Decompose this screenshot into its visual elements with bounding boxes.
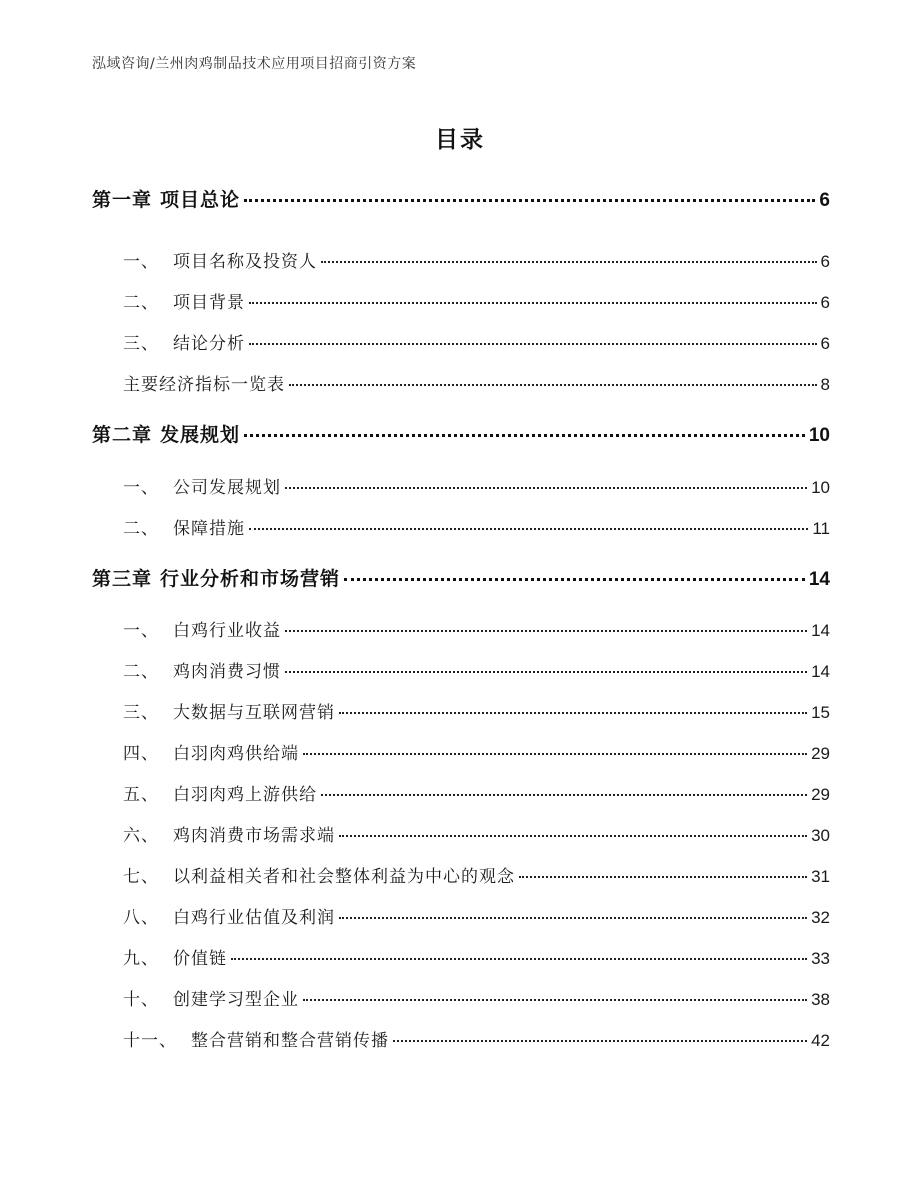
section-number: 六、 [123, 826, 159, 846]
toc-section[interactable] [123, 944, 830, 969]
toc-entry-label [123, 985, 299, 1010]
dot-leader [285, 671, 807, 673]
section-title: 结论分析 [173, 334, 245, 354]
page-number: 31 [811, 867, 830, 886]
section-number: 九、 [123, 949, 159, 969]
dot-leader [303, 999, 807, 1001]
section-number: 十一、 [123, 1031, 177, 1051]
section-number: 四、 [123, 744, 159, 764]
page-number: 10 [808, 425, 830, 446]
toc-section[interactable] [123, 780, 830, 805]
dot-leader [393, 1040, 807, 1042]
toc-section[interactable] [123, 288, 830, 313]
dot-leader [303, 753, 807, 755]
chapter-title: 发展规划 [160, 424, 241, 446]
toc-section[interactable] [123, 657, 830, 682]
toc-section[interactable] [123, 616, 830, 641]
toc-entry-label [123, 473, 281, 498]
dot-leader [339, 917, 807, 919]
toc-section[interactable] [123, 985, 830, 1010]
chapter-number: 第三章 [92, 568, 153, 590]
page-number: 14 [811, 662, 830, 681]
toc-section[interactable] [123, 1026, 830, 1051]
toc-section[interactable] [123, 903, 830, 928]
section-title: 大数据与互联网营销 [173, 703, 335, 723]
toc-chapter-3[interactable] [92, 564, 830, 591]
page-number: 6 [820, 293, 830, 312]
toc-entry-label [123, 903, 335, 928]
dot-leader [344, 578, 805, 581]
chapter-title: 项目总论 [160, 189, 241, 211]
toc-entry-label [123, 739, 299, 764]
toc-section[interactable] [123, 698, 830, 723]
section-number: 十、 [123, 990, 159, 1010]
dot-leader [249, 302, 817, 304]
section-number: 二、 [123, 293, 159, 313]
section-title: 鸡肉消费市场需求端 [173, 826, 335, 846]
section-number: 七、 [123, 867, 159, 887]
section-title: 白羽肉鸡供给端 [173, 744, 299, 764]
section-title: 项目背景 [173, 293, 245, 313]
page-number: 6 [820, 252, 830, 271]
toc-entry-label [92, 564, 340, 591]
toc-section[interactable] [123, 473, 830, 498]
toc-entry-label [92, 420, 240, 447]
toc-entry-label [123, 616, 281, 641]
toc-section[interactable] [123, 514, 830, 539]
toc-entry-label [123, 944, 227, 969]
page-number: 14 [811, 621, 830, 640]
page-number: 11 [812, 519, 830, 538]
page-number: 33 [811, 949, 830, 968]
section-title: 白鸡行业估值及利润 [173, 908, 335, 928]
toc-entry-label [123, 698, 335, 723]
toc-entry-label [123, 1026, 389, 1051]
dot-leader [231, 958, 807, 960]
section-number: 八、 [123, 908, 159, 928]
section-number: 三、 [123, 334, 159, 354]
page-number: 14 [808, 569, 830, 590]
toc-chapter-1[interactable] [92, 185, 830, 212]
toc-chapter-2[interactable] [92, 420, 830, 447]
dot-leader [321, 794, 807, 796]
chapter-number: 第二章 [92, 424, 153, 446]
section-number: 五、 [123, 785, 159, 805]
page-number: 30 [811, 826, 830, 845]
section-title: 整合营销和整合营销传播 [191, 1031, 389, 1051]
page-number: 32 [811, 908, 830, 927]
dot-leader [285, 630, 807, 632]
toc-section[interactable] [123, 329, 830, 354]
toc-entry-label [123, 821, 335, 846]
dot-leader [339, 835, 807, 837]
page-number: 6 [820, 334, 830, 353]
toc-entry-label [123, 288, 245, 313]
section-title: 公司发展规划 [173, 478, 281, 498]
section-number: 一、 [123, 621, 159, 641]
toc-entry-label [123, 514, 245, 539]
dot-leader [249, 343, 817, 345]
toc-entry-label [123, 862, 515, 887]
page-number: 10 [811, 478, 830, 497]
running-header: 泓域咨询/兰州肉鸡制品技术应用项目招商引资方案 [92, 56, 417, 72]
toc-entry-label [123, 657, 281, 682]
toc-entry-label [92, 185, 240, 212]
section-title: 主要经济指标一览表 [123, 375, 285, 395]
page-number: 6 [819, 190, 830, 211]
toc-entry-label [123, 329, 245, 354]
section-title: 创建学习型企业 [173, 990, 299, 1010]
toc-title: 目录 [435, 127, 485, 153]
page-number: 15 [811, 703, 830, 722]
dot-leader [249, 528, 808, 530]
dot-leader [339, 712, 807, 714]
page-number: 8 [820, 375, 830, 394]
section-number: 二、 [123, 519, 159, 539]
section-title: 保障措施 [173, 519, 245, 539]
section-number: 一、 [123, 478, 159, 498]
section-number: 二、 [123, 662, 159, 682]
dot-leader [321, 261, 817, 263]
page-number: 38 [811, 990, 830, 1009]
chapter-title: 行业分析和市场营销 [160, 568, 341, 590]
section-title: 白羽肉鸡上游供给 [173, 785, 317, 805]
chapter-number: 第一章 [92, 189, 153, 211]
toc-section[interactable] [123, 739, 830, 764]
section-title: 价值链 [173, 949, 227, 969]
dot-leader [244, 199, 815, 202]
toc-entry-label [123, 247, 317, 272]
dot-leader [519, 876, 807, 878]
page-number: 42 [811, 1031, 830, 1050]
toc-entry-label [123, 370, 285, 395]
page-number: 29 [811, 744, 830, 763]
dot-leader [285, 487, 807, 489]
section-number: 一、 [123, 252, 159, 272]
toc-section[interactable] [123, 862, 830, 887]
toc-section[interactable] [123, 247, 830, 272]
toc-entry-label [123, 780, 317, 805]
section-title: 以利益相关者和社会整体利益为中心的观念 [173, 867, 515, 887]
section-title: 鸡肉消费习惯 [173, 662, 281, 682]
dot-leader [289, 384, 817, 386]
section-title: 项目名称及投资人 [173, 252, 317, 272]
toc-section[interactable] [123, 370, 830, 395]
dot-leader [244, 434, 805, 437]
section-number: 三、 [123, 703, 159, 723]
page-number: 29 [811, 785, 830, 804]
toc-section[interactable] [123, 821, 830, 846]
section-title: 白鸡行业收益 [173, 621, 281, 641]
